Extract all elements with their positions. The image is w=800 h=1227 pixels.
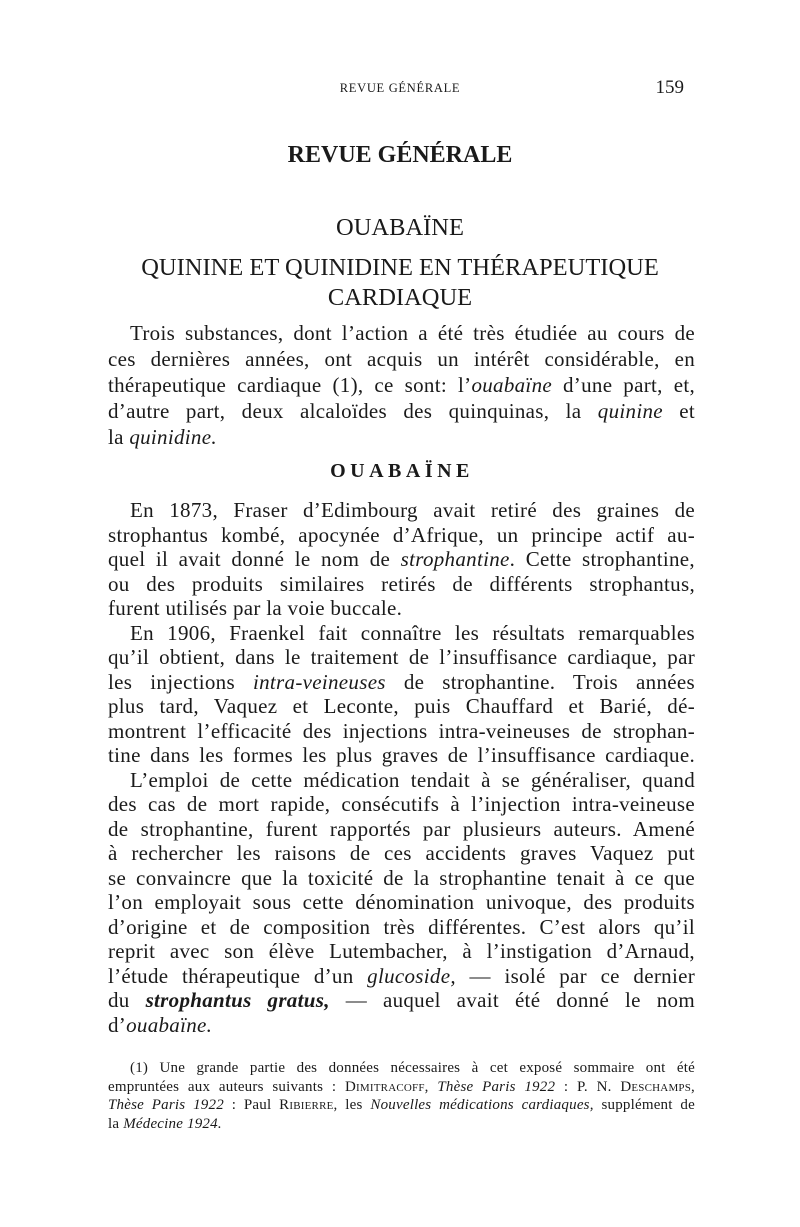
text-run: et xyxy=(662,399,696,423)
italic-term: quinidine. xyxy=(129,425,217,449)
italic-term: Thèse Paris 1922 xyxy=(437,1078,556,1095)
italic-term: Médecine 1924. xyxy=(123,1116,222,1133)
text-run: des cas de mort rapide, consécutifs à l’injection intra-veineuse xyxy=(108,792,695,816)
text-run: les injections xyxy=(108,669,253,694)
italic-term: strophantus gratus, xyxy=(145,988,330,1012)
text-line xyxy=(108,964,695,989)
running-header-title: REVUE GÉNÉRALE xyxy=(339,81,461,95)
footnote xyxy=(108,1059,695,1134)
text-run: plus tard, Vaquez et Leconte, puis Chauffard et Barié, dé- xyxy=(108,694,695,718)
text-line xyxy=(108,694,695,719)
text-line xyxy=(108,719,695,744)
italic-term: intra-veineuses xyxy=(252,669,386,694)
text-run: . Cette strophantine, xyxy=(509,547,695,571)
paragraph-emploi xyxy=(108,768,695,1038)
text-run: : Paul xyxy=(223,1097,280,1114)
text-run: qu’il obtient, dans le traitement de l’insuffisance cardiaque, par xyxy=(108,645,695,669)
text-line xyxy=(108,498,695,523)
text-run: montrent l’efficacité des injections intra-veineuses de strophan- xyxy=(108,718,695,743)
text-run: — isolé par ce dernier xyxy=(455,963,695,988)
section-body xyxy=(108,498,695,1037)
text-line xyxy=(108,670,695,695)
text-line xyxy=(108,346,695,372)
text-run: la xyxy=(108,1116,124,1133)
section-heading: OUABAÏNE xyxy=(330,460,474,482)
text-run: d’ xyxy=(108,1012,127,1037)
text-run: strophantus kombé, apocynée d’Afrique, un principe actif au- xyxy=(108,522,695,547)
paragraph-fraser xyxy=(108,498,695,621)
text-line xyxy=(108,372,695,398)
text-run: d’autre part, deux alcaloïdes des quinquinas, la xyxy=(108,399,598,423)
text-run: de strophantine, furent rapportés par plusieurs auteurs. Amené xyxy=(108,816,695,841)
page-title: REVUE GÉNÉRALE xyxy=(287,142,513,168)
text-line xyxy=(108,817,695,842)
text-run: la xyxy=(108,425,130,449)
text-run: L’emploi de cette médication tendait à se généraliser, quand xyxy=(130,767,695,792)
paragraph-fraenkel xyxy=(108,621,695,768)
author-name: Deschamps, xyxy=(620,1078,696,1095)
text-line xyxy=(108,1013,695,1038)
article-title-line-1: OUABAÏNE xyxy=(336,214,464,241)
text-line xyxy=(108,988,695,1013)
text-line xyxy=(108,645,695,670)
text-run: l’on employait sous cette dénomination univoque, des produits xyxy=(108,890,695,914)
italic-term: ouabaïne. xyxy=(126,1012,213,1037)
text-line xyxy=(108,915,695,940)
text-run: se convaincre que la toxicité de la strophantine tenait à ce que xyxy=(108,865,695,890)
italic-term: strophantine xyxy=(400,547,510,571)
text-run: furent utilisés par la voie buccale. xyxy=(108,596,403,620)
author-name: Ribierre, xyxy=(279,1097,338,1114)
text-line xyxy=(108,596,695,621)
text-line xyxy=(108,1078,695,1097)
article-title-line-2: QUININE ET QUINIDINE EN THÉRAPEUTIQUE xyxy=(141,254,659,281)
text-run: ces dernières années, ont acquis un intérêt considérable, en xyxy=(108,347,695,371)
intro-paragraph xyxy=(108,320,695,450)
text-line xyxy=(108,866,695,891)
text-line xyxy=(108,523,695,548)
text-run: tine dans les formes les plus graves de l’insuffisance cardiaque. xyxy=(108,743,695,767)
italic-term: Thèse Paris 1922 xyxy=(108,1097,224,1114)
text-run: — auquel avait été donné le nom xyxy=(329,988,695,1012)
italic-term: Nouvelles médications cardiaques, xyxy=(370,1097,594,1114)
text-line xyxy=(108,743,695,768)
text-run: reprit avec son élève Lutembacher, à l’instigation d’Arnaud, xyxy=(108,939,695,963)
text-line xyxy=(108,1096,695,1115)
text-run: quel il avait donné le nom de xyxy=(108,547,401,571)
text-line xyxy=(108,1115,695,1134)
text-line xyxy=(108,1059,695,1078)
text-line xyxy=(108,621,695,646)
text-run: : P. N. xyxy=(555,1078,621,1095)
text-run: ou des produits similaires retirés de différents strophantus, xyxy=(108,571,695,596)
italic-term: quinine xyxy=(597,399,663,423)
text-run: thérapeutique cardiaque (1), ce sont: l’ xyxy=(108,373,472,397)
text-line xyxy=(108,939,695,964)
text-run: à rechercher les raisons de ces accidents graves Vaquez put xyxy=(108,841,695,865)
text-line xyxy=(108,768,695,793)
article-title-line-3: CARDIAQUE xyxy=(327,284,473,311)
text-run: En 1873, Fraser d’Edimbourg avait retiré des graines de xyxy=(130,498,695,522)
text-run: d’origine et de composition très différentes. C’est alors qu’il xyxy=(108,914,695,939)
author-name: Dimitracoff, xyxy=(345,1078,438,1095)
text-line xyxy=(108,841,695,866)
italic-term: ouabaïne xyxy=(471,373,552,397)
text-line xyxy=(108,398,695,424)
page-number: 159 xyxy=(655,77,684,98)
text-run: les xyxy=(337,1097,371,1114)
text-run: de strophantine. Trois années xyxy=(385,669,695,694)
text-run: empruntées aux auteurs suivants : xyxy=(108,1078,345,1095)
text-run: du xyxy=(108,988,146,1012)
text-line xyxy=(108,890,695,915)
text-line xyxy=(108,792,695,817)
text-run: (1) Une grande partie des données nécessaires à cet exposé sommaire ont été xyxy=(130,1060,695,1076)
text-run: En 1906, Fraenkel fait connaître les résultats remarquables xyxy=(130,620,695,645)
italic-term: glucoside, xyxy=(367,963,456,988)
text-run: l’étude thérapeutique d’un xyxy=(108,963,368,988)
text-line xyxy=(108,572,695,597)
text-line xyxy=(108,424,695,450)
text-run: supplément de xyxy=(593,1097,695,1114)
text-run: Trois substances, dont l’action a été très étudiée au cours de xyxy=(130,321,695,345)
text-run: d’une part, et, xyxy=(552,373,696,397)
text-line xyxy=(108,320,695,346)
text-line xyxy=(108,547,695,572)
